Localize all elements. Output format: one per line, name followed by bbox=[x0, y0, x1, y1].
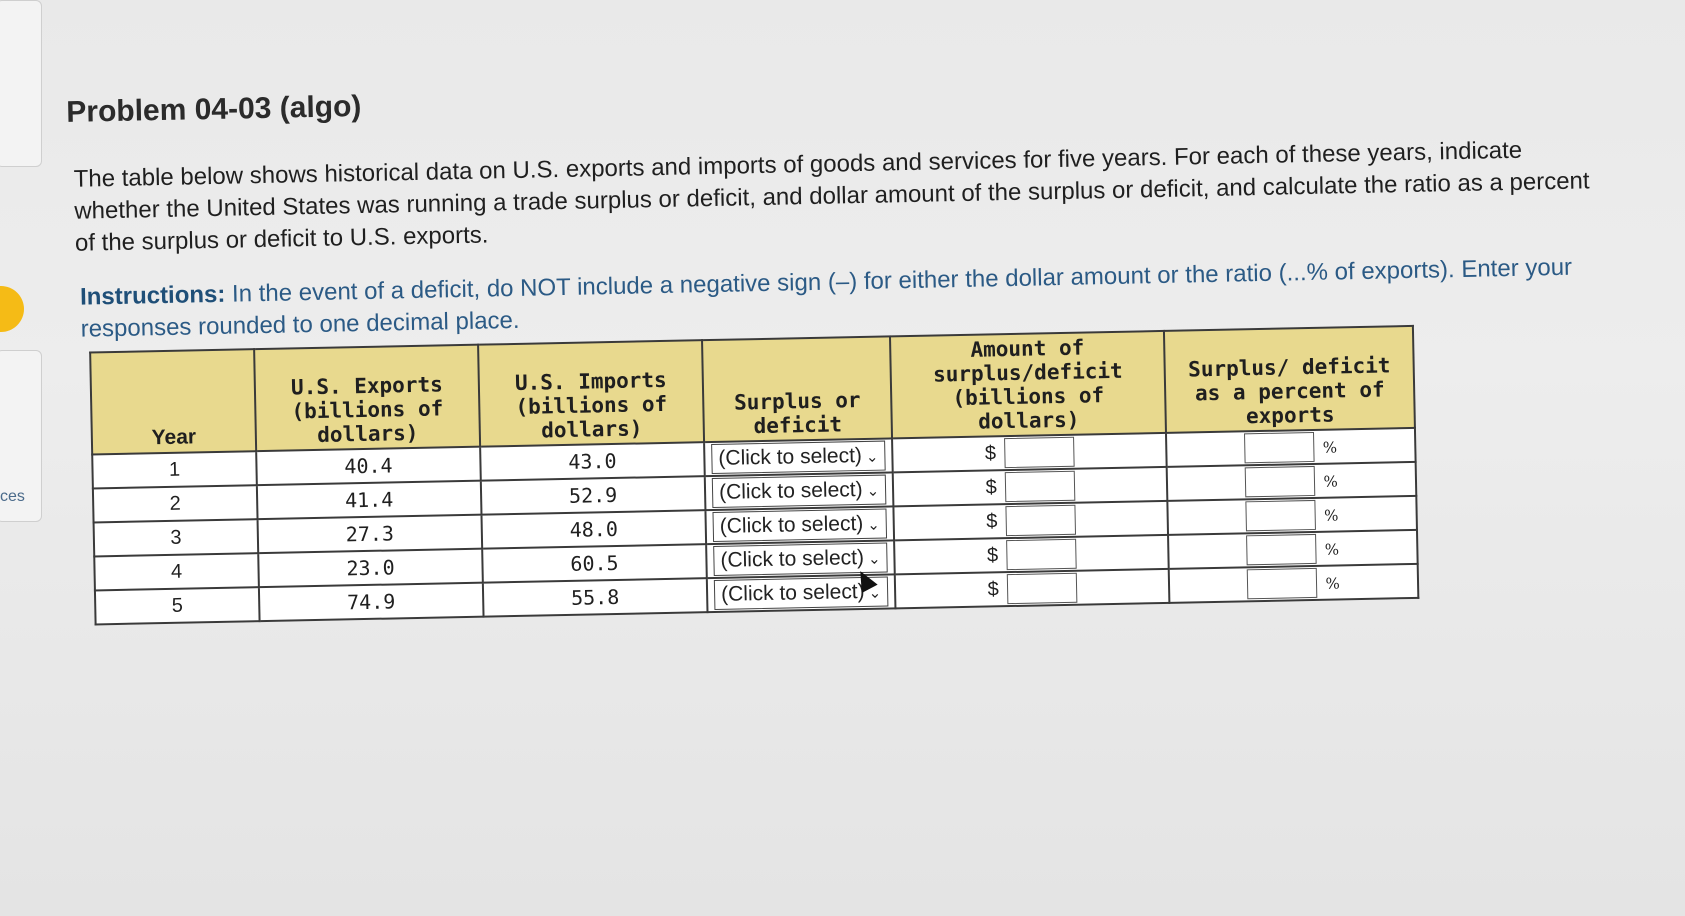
cell-amount bbox=[894, 535, 1169, 574]
header-amount: Amount of surplus/deficit (billions of dollars) bbox=[890, 331, 1166, 438]
table-body bbox=[92, 428, 1418, 625]
dollar-symbol: $ bbox=[985, 475, 997, 499]
cell-percent bbox=[1169, 564, 1419, 603]
cell-surplus-deficit bbox=[705, 506, 894, 544]
dollar-symbol: $ bbox=[984, 441, 997, 465]
chevron-down-icon: ⌄ bbox=[865, 448, 879, 466]
trade-table bbox=[89, 325, 1419, 626]
percent-input[interactable] bbox=[1247, 534, 1318, 565]
header-year: Year bbox=[90, 349, 256, 454]
surplus-deficit-select[interactable] bbox=[711, 441, 886, 474]
cell-percent bbox=[1167, 462, 1417, 501]
cell-year: 4 bbox=[94, 553, 259, 590]
instructions-text: In the event of a deficit, do NOT include a negative sign (–) for either the dollar amount or the ratio (...% of exports). Enter your responses rounded to one decimal place. bbox=[80, 253, 1573, 343]
cell-exports: 23.0 bbox=[258, 549, 483, 587]
amount-input[interactable] bbox=[1006, 539, 1077, 570]
progress-dot[interactable] bbox=[0, 286, 24, 332]
select-placeholder: (Click to select) bbox=[719, 512, 864, 538]
cell-percent bbox=[1166, 428, 1416, 467]
cell-amount bbox=[892, 433, 1167, 472]
cell-surplus-deficit bbox=[705, 472, 894, 510]
cell-amount bbox=[895, 569, 1170, 608]
chevron-down-icon: ⌄ bbox=[867, 516, 881, 534]
cell-imports: 52.9 bbox=[481, 476, 706, 514]
cell-surplus-deficit bbox=[704, 438, 893, 476]
header-imports: U.S. Imports (billions of dollars) bbox=[478, 340, 704, 446]
cell-imports: 55.8 bbox=[483, 578, 708, 616]
percent-symbol: % bbox=[1322, 437, 1338, 457]
amount-input[interactable] bbox=[1005, 505, 1076, 536]
amount-input[interactable] bbox=[1004, 471, 1075, 502]
amount-input[interactable] bbox=[1004, 437, 1075, 468]
cell-year: 1 bbox=[92, 451, 257, 488]
problem-content bbox=[62, 65, 1632, 626]
cell-exports: 27.3 bbox=[258, 515, 483, 553]
percent-symbol: % bbox=[1325, 573, 1340, 593]
select-placeholder: (Click to select) bbox=[718, 478, 863, 504]
select-placeholder: (Click to select) bbox=[720, 579, 865, 606]
header-exports: U.S. Exports (billions of dollars) bbox=[254, 345, 480, 451]
percent-input[interactable] bbox=[1246, 500, 1317, 531]
percent-symbol: % bbox=[1324, 539, 1340, 559]
cell-imports: 43.0 bbox=[480, 442, 705, 480]
dollar-symbol: $ bbox=[987, 577, 999, 601]
chevron-down-icon: ⌄ bbox=[867, 550, 881, 568]
side-panel-tab-top bbox=[0, 0, 42, 167]
cell-year: 2 bbox=[93, 485, 258, 522]
surplus-deficit-select[interactable] bbox=[712, 509, 887, 542]
side-panel-label[interactable]: ces bbox=[0, 488, 25, 505]
percent-input[interactable] bbox=[1244, 432, 1315, 463]
chevron-down-icon: ⌄ bbox=[866, 482, 880, 500]
cell-exports: 41.4 bbox=[257, 481, 482, 519]
percent-symbol: % bbox=[1323, 471, 1338, 491]
cell-percent bbox=[1168, 530, 1418, 569]
problem-title: Problem 04-03 (algo) bbox=[65, 89, 362, 129]
cell-exports: 74.9 bbox=[259, 583, 484, 621]
percent-input[interactable] bbox=[1245, 466, 1316, 497]
chevron-down-icon: ⌄ bbox=[868, 584, 882, 602]
select-placeholder: (Click to select) bbox=[720, 546, 865, 572]
cell-year: 3 bbox=[94, 519, 259, 556]
cell-amount bbox=[893, 467, 1168, 506]
select-placeholder: (Click to select) bbox=[718, 444, 863, 470]
cell-exports: 40.4 bbox=[256, 447, 481, 485]
cell-amount bbox=[894, 501, 1169, 540]
instructions-label: Instructions: bbox=[79, 280, 226, 311]
percent-input[interactable] bbox=[1247, 568, 1318, 599]
amount-input[interactable] bbox=[1006, 573, 1077, 604]
dollar-symbol: $ bbox=[986, 509, 998, 533]
dollar-symbol: $ bbox=[986, 543, 999, 567]
cell-imports: 48.0 bbox=[481, 510, 706, 548]
problem-description: The table below shows historical data on U.S. exports and imports of goods and services for five years. For each of these years, indicate whether the United States was running a trade surplus or deficit, and dollar amount of the surplus or deficit, and calculate the ratio as a percent of the surplus or deficit to U.S. exports. bbox=[73, 136, 1590, 257]
surplus-deficit-select[interactable] bbox=[712, 475, 887, 508]
cell-year: 5 bbox=[95, 587, 260, 624]
cell-percent bbox=[1167, 496, 1417, 535]
cell-imports: 60.5 bbox=[482, 544, 707, 582]
header-surplus-deficit: Surplus or deficit bbox=[702, 336, 892, 442]
percent-symbol: % bbox=[1323, 505, 1339, 525]
header-percent: Surplus/ deficit as a percent of exports bbox=[1164, 326, 1415, 433]
